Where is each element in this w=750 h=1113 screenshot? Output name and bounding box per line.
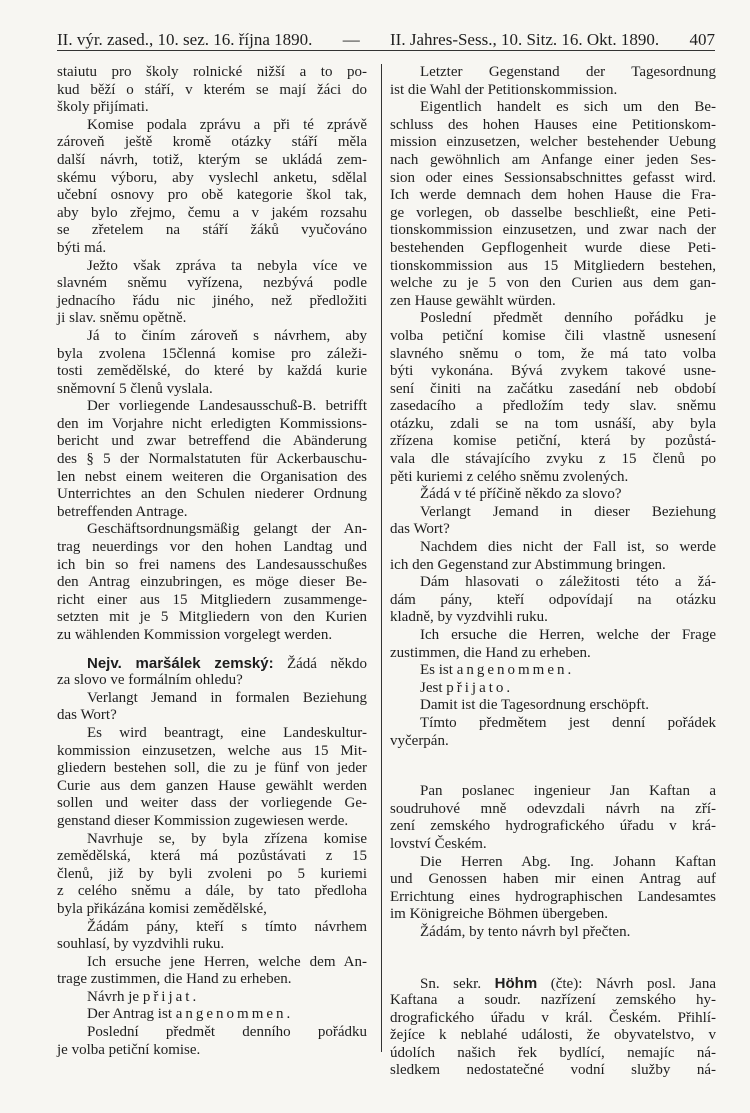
header-german: II. Jahres-Sess., 10. Sitz. 16. Okt. 1890. <box>390 30 660 49</box>
text-line <box>390 381 716 399</box>
line-text: ge vorlegen, ob dasselbe beschließt, eine Peti- <box>390 204 716 221</box>
text-line <box>57 64 367 82</box>
text-line <box>57 971 367 989</box>
text-line <box>57 672 367 690</box>
line-text: Ich ersuche jene Herren, welche dem An- <box>87 953 367 970</box>
text-line <box>390 854 716 872</box>
text-line <box>57 381 367 399</box>
paragraph <box>57 831 367 919</box>
text-line <box>390 170 716 188</box>
line-text: zřízena komise petiční, která by pozůstá- <box>390 433 716 450</box>
line-text: zustimmen, die Hand zu erheben. <box>390 644 591 661</box>
text-line <box>57 99 367 117</box>
line-text: tionskommission einzusetzen, und zwar nach der <box>390 222 716 239</box>
line-text: zení zemského hydrografického úřadu v krá- <box>390 818 716 835</box>
line-text: soudruhové mně odevzdali návrh na zří- <box>390 800 716 817</box>
line-text: ji slav. sněmu opětně. <box>57 310 187 327</box>
speaker-title: Sn. sekr. <box>420 975 495 992</box>
left-column <box>57 64 367 1059</box>
line-text: drografického úřadu v král. Českém. Přihlí- <box>390 1009 716 1026</box>
text-line <box>57 655 367 673</box>
line-text: Es wird beantragt, eine Landeskultur- <box>87 724 367 741</box>
text-line <box>390 451 716 469</box>
line-text: des § 5 der Normalstatuten für Ackerbauschu- <box>57 451 367 468</box>
line-text: byla přikázána komisi zemědělské, <box>57 900 267 917</box>
paragraph <box>390 504 716 539</box>
text-line <box>57 416 367 434</box>
line-text: zemědělská, která má pozůstávati z 15 <box>57 848 367 865</box>
line-text: sion oder eines Sessionsabschnittes gefasst wird. <box>390 169 716 186</box>
line-text: Ich ersuche die Herren, welche der Frage <box>420 627 716 643</box>
text-line <box>57 187 367 205</box>
text-line <box>390 836 716 854</box>
paragraph <box>390 539 716 574</box>
line-text: Žádám, by tento návrh byl přečten. <box>420 923 631 940</box>
text-line <box>390 801 716 819</box>
text-line <box>390 310 716 328</box>
text-line <box>390 398 716 416</box>
line-text: welche zu je 5 von den Curien aus dem gan- <box>390 275 716 292</box>
paragraph <box>57 725 367 831</box>
line-text: richt einer aus 15 Mitgliedern zusammenge- <box>57 591 367 608</box>
line-text: slavném sněmu vyřízena, nezbývá podle <box>57 275 367 292</box>
line-text: bericht und zwar betreffend die Abänderung <box>57 433 367 450</box>
paragraph <box>390 662 716 680</box>
spaced-text: angenommen. <box>456 662 575 679</box>
text-line <box>57 778 367 796</box>
paragraph <box>390 680 716 698</box>
paragraph <box>390 486 716 504</box>
header-czech: II. výr. zased., 10. sez. 16. října 1890. <box>57 30 313 49</box>
text-line <box>390 346 716 364</box>
section-gap <box>390 750 716 783</box>
text-line <box>57 1006 367 1024</box>
line-text: tionskommission aus 15 Mitgliedern bestehen, <box>390 257 716 274</box>
text-line <box>390 697 716 715</box>
text-line <box>57 152 367 170</box>
text-line <box>57 989 367 1007</box>
line-text: tosti zemědělské, do které by každá kurie <box>57 363 367 380</box>
paragraph <box>57 328 367 398</box>
text-line <box>390 645 716 663</box>
text-line <box>390 275 716 293</box>
line-text: bestehenden Gepflogenheit wurde diese Peti- <box>390 239 716 256</box>
line-text: sení činiti na začátku zasedání neb období <box>390 380 716 397</box>
line-text: Návrh je <box>87 988 143 1005</box>
speaker-name: Höhm <box>494 974 538 992</box>
paragraph <box>57 1024 367 1059</box>
text-line <box>390 205 716 223</box>
paragraph <box>390 854 716 924</box>
line-text: ich bin so frei namens des Landesausschußes <box>57 556 367 573</box>
paragraph <box>390 697 716 715</box>
text-line <box>390 152 716 170</box>
text-line <box>57 433 367 451</box>
line-text: kud běží o stáří, v kterém se mají žáci do <box>57 81 367 98</box>
text-line <box>390 627 716 645</box>
line-text: aby bylo zřejmo, čemu a v jakém rozsahu <box>57 204 367 221</box>
paragraph <box>57 954 367 989</box>
text-line <box>57 222 367 240</box>
line-text: Unterrichtes an den Schulen niederer Ordnung <box>57 486 367 503</box>
text-line <box>390 783 716 801</box>
text-line <box>57 936 367 954</box>
line-text: trage zustimmen, die Hand zu erheben. <box>57 971 292 988</box>
line-text: Jest <box>420 679 447 696</box>
text-line <box>390 1027 716 1045</box>
line-text: den im Vorjahre nicht erledigten Kommissions- <box>57 415 367 432</box>
line-text: schluss des hohen Hauses eine Petitionskom- <box>390 116 716 133</box>
text-line <box>390 1045 716 1063</box>
line-text: Poslední předmět denního pořádku je <box>420 310 716 327</box>
line-text: das Wort? <box>57 707 117 724</box>
paragraph <box>390 99 716 310</box>
line-text: Žádám pány, kteří s tímto návrhem <box>87 918 367 935</box>
line-text: Navrhuje se, by byla zřízena komise <box>87 830 367 847</box>
text-line <box>390 574 716 592</box>
line-text: školy přijímati. <box>57 99 149 116</box>
line-text: býti má. <box>57 239 107 256</box>
line-text: je volba petiční komise. <box>57 1041 201 1058</box>
text-line <box>57 1024 367 1042</box>
line-text: byla zvolena 15členná komise pro záleži- <box>57 345 367 362</box>
text-line <box>57 866 367 884</box>
text-line <box>57 690 367 708</box>
text-line <box>390 363 716 381</box>
text-line <box>390 504 716 522</box>
text-line <box>390 64 716 82</box>
line-text: Žádá někdo <box>273 655 367 672</box>
text-line <box>57 725 367 743</box>
text-line <box>57 627 367 645</box>
text-line <box>57 743 367 761</box>
line-text: Já to činím zároveň s návrhem, aby <box>87 327 367 344</box>
line-text: Es ist <box>420 662 457 679</box>
text-line <box>57 205 367 223</box>
running-header <box>57 28 715 51</box>
line-text: betreffenden Antrage. <box>57 503 188 520</box>
line-text: und Genossen haben mir einen Antrag auf <box>390 871 716 888</box>
text-line <box>57 240 367 258</box>
line-text: vala dle stávajícího zvyku z 15 členů po <box>390 451 716 468</box>
line-text: jednacího řádu nic jiného, než předložiti <box>57 292 367 309</box>
line-text: sledkem nedostatečné vodní služby ná- <box>390 1062 716 1079</box>
line-text: Der vorliegende Landesausschuß-B. betrifft <box>87 398 367 415</box>
text-line <box>57 760 367 778</box>
text-line <box>390 889 716 907</box>
text-line <box>57 134 367 152</box>
text-line <box>390 871 716 889</box>
text-line <box>57 848 367 866</box>
speaker-name: Nejv. maršálek zemský: <box>87 654 274 672</box>
line-text: Curie aus dem ganzen Hause gewählt werden <box>57 777 367 794</box>
line-text: slavného sněmu o tom, že má tato volba <box>390 345 716 362</box>
paragraph <box>390 574 716 627</box>
line-text: volba petiční komise čili vlastně usnesení <box>390 327 716 344</box>
text-line <box>390 818 716 836</box>
line-text: Damit ist die Tagesordnung erschöpft. <box>420 697 650 714</box>
spaced-text: angenommen. <box>175 1006 294 1023</box>
line-text: ist die Wahl der Petitionskommission. <box>390 81 618 98</box>
line-text: kommission einzusetzen, welche aus 15 Mit- <box>57 742 367 759</box>
text-line <box>57 831 367 849</box>
line-text: das Wort? <box>390 521 450 538</box>
line-text: žejíce k neblahé události, že obyvatelstvo, v <box>390 1027 716 1044</box>
spaced-text: přijat. <box>142 988 200 1005</box>
paragraph <box>390 627 716 662</box>
paragraph <box>390 715 716 750</box>
line-text: sněmovní 5 členů vyslala. <box>57 380 213 397</box>
line-text: Nachdem dies nicht der Fall ist, so werde <box>420 539 716 556</box>
text-line <box>390 521 716 539</box>
paragraph <box>390 975 716 1081</box>
column-divider <box>381 64 382 1052</box>
line-text: Tímto předmětem jest denní pořádek <box>420 714 716 731</box>
text-line <box>57 557 367 575</box>
line-text: kladně, by vyzdvihli ruku. <box>390 609 548 626</box>
line-text: Der Antrag ist <box>87 1006 176 1023</box>
line-text: nach gewöhnlich am Anfange einer jeden Ses- <box>390 151 716 168</box>
paragraph <box>57 117 367 258</box>
text-line <box>390 117 716 135</box>
text-line <box>57 346 367 364</box>
text-line <box>57 954 367 972</box>
text-line <box>57 901 367 919</box>
text-line <box>57 707 367 725</box>
text-line <box>57 451 367 469</box>
header-separator: — <box>342 30 360 49</box>
line-text: len nebst einem weiteren die Organisation des <box>57 468 367 485</box>
text-line <box>390 592 716 610</box>
line-text: se zřetelem na stáří žáků vyučováno <box>57 222 367 239</box>
text-line <box>57 310 367 328</box>
line-text: další návrh, totiž, kterým se ukládá zem- <box>57 151 367 168</box>
line-text: trag neuerdings vor den hohen Landtag und <box>57 539 367 556</box>
line-text: býti vykonána. Bývá zvykem takové usne- <box>390 363 716 380</box>
line-text: staiutu pro školy rolnické nižší a to po- <box>57 64 367 80</box>
text-line <box>390 187 716 205</box>
text-line <box>57 504 367 522</box>
line-text: z celého sněmu a dále, by tato předloha <box>57 883 367 900</box>
line-text: Ježto však zpráva ta nebyla více ve <box>87 257 367 274</box>
text-line <box>390 539 716 557</box>
line-text: zároveň ještě kromě otázky stáří měla <box>57 134 367 151</box>
page-number: 407 <box>689 30 715 49</box>
line-text: údolích našich řek bydlící, nemajíc ná- <box>390 1044 716 1061</box>
text-line <box>390 416 716 434</box>
line-text: Dám hlasovati o záležitosti této a žá- <box>420 574 716 591</box>
line-text: zasedacího a předložím tedy slav. sněmu <box>390 398 716 415</box>
line-text: otázku, zdali se na tom usnáší, aby byla <box>390 415 716 432</box>
line-text: Pan poslanec ingenieur Jan Kaftan a <box>420 783 716 800</box>
line-text: Poslední předmět denního pořádku <box>87 1024 367 1041</box>
text-line <box>57 609 367 627</box>
paragraph <box>390 924 716 942</box>
paragraph <box>57 64 367 117</box>
text-line <box>57 539 367 557</box>
line-text: gliedern bestehen soll, die zu je fünf von jeder <box>57 760 367 777</box>
text-line <box>57 275 367 293</box>
line-text: souhlasí, by vyzdvihli ruku. <box>57 936 225 953</box>
text-line <box>390 99 716 117</box>
text-line <box>390 662 716 680</box>
line-text: Errichtung eines hydrographischen Landesamtes <box>390 888 716 905</box>
section-gap <box>57 645 367 655</box>
line-text: Die Herren Abg. Ing. Johann Kaftan <box>420 853 716 870</box>
text-line <box>390 609 716 627</box>
text-line <box>390 1062 716 1080</box>
paragraph <box>57 521 367 644</box>
paragraph <box>57 258 367 328</box>
line-text: Verlangt Jemand in formalen Beziehung <box>87 689 367 706</box>
text-line <box>57 919 367 937</box>
line-text: zu wählenden Kommission vorgelegt werden. <box>57 627 333 643</box>
line-text: Kaftana a soudr. nazřízení zemského hy- <box>390 992 716 1009</box>
spaced-text: přijato. <box>446 679 514 696</box>
line-text: vyčerpán. <box>390 732 449 749</box>
line-text: ich den Gegenstand zur Abstimmung bringen. <box>390 556 666 573</box>
line-text: Žádá v té příčině někdo za slovo? <box>420 486 622 503</box>
text-line <box>390 557 716 575</box>
text-line <box>57 813 367 831</box>
text-line <box>390 715 716 733</box>
line-text: im Königreiche Böhmen übergeben. <box>390 906 608 923</box>
line-text: (čte): Návrh posl. Jana <box>537 975 716 992</box>
text-line <box>390 433 716 451</box>
text-line <box>390 134 716 152</box>
line-text: učební osnovy pro obě kategorie škol tak, <box>57 187 367 204</box>
right-column <box>390 64 716 1080</box>
text-line <box>390 486 716 504</box>
text-line <box>390 293 716 311</box>
line-text: Ich werde demnach dem hohen Hause die Fra- <box>390 187 716 204</box>
text-line <box>390 733 716 751</box>
text-line <box>390 906 716 924</box>
text-line <box>57 469 367 487</box>
text-line <box>390 222 716 240</box>
line-text: dám pány, kteří odpovídají na otázku <box>390 591 716 608</box>
paragraph <box>57 1006 367 1024</box>
line-text: Letzter Gegenstand der Tagesordnung <box>420 64 716 80</box>
text-line <box>57 293 367 311</box>
text-line <box>390 1010 716 1028</box>
line-text: za slovo ve formálním ohledu? <box>57 672 243 689</box>
text-line <box>57 170 367 188</box>
line-text: skému výboru, aby vyslechl anketu, sdělal <box>57 169 367 186</box>
text-line <box>390 240 716 258</box>
paragraph <box>390 64 716 99</box>
paragraph <box>57 919 367 954</box>
text-line <box>57 258 367 276</box>
paragraph <box>57 690 367 725</box>
text-line <box>390 924 716 942</box>
text-line <box>390 82 716 100</box>
line-text: Verlangt Jemand in dieser Beziehung <box>420 503 716 520</box>
paragraph <box>57 655 367 690</box>
line-text: mission einzusetzen, welcher bestehender Uebung <box>390 134 716 151</box>
text-line <box>57 574 367 592</box>
line-text: Eigentlich handelt es sich um den Be- <box>420 99 716 116</box>
text-line <box>390 469 716 487</box>
text-line <box>57 486 367 504</box>
text-line <box>57 117 367 135</box>
line-text: členů, již by byli zvoleni po 5 kuriemi <box>57 865 367 882</box>
text-line <box>57 398 367 416</box>
line-text: lovství Českém. <box>390 835 487 852</box>
text-line <box>57 328 367 346</box>
text-line <box>390 992 716 1010</box>
line-text: Komise podala zprávu a při té zprávě <box>87 116 367 133</box>
text-line <box>57 592 367 610</box>
line-text: genstand dieser Kommission zugewiesen werde. <box>57 812 349 829</box>
paragraph <box>57 989 367 1007</box>
line-text: sollen und weiter dass der vorliegende Ge- <box>57 795 367 812</box>
paragraph <box>390 310 716 486</box>
line-text: pěti kuriemi z celého sněmu zvolených. <box>390 468 629 485</box>
text-line <box>390 680 716 698</box>
text-line <box>57 82 367 100</box>
text-line <box>57 883 367 901</box>
line-text: setzten mit je 5 Mitgliedern von den Kurien <box>57 609 367 626</box>
line-text: Geschäftsordnungsmäßig gelangt der An- <box>87 521 367 538</box>
text-line <box>57 363 367 381</box>
paragraph <box>57 398 367 521</box>
text-line <box>57 795 367 813</box>
line-text: zen Hause gewählt würden. <box>390 292 556 309</box>
text-line <box>390 328 716 346</box>
line-text: den Antrag einzubringen, es möge dieser Be- <box>57 574 367 591</box>
section-gap <box>390 942 716 975</box>
text-line <box>57 521 367 539</box>
text-line <box>390 258 716 276</box>
text-line <box>390 975 716 993</box>
paragraph <box>390 783 716 853</box>
text-line <box>57 1042 367 1060</box>
